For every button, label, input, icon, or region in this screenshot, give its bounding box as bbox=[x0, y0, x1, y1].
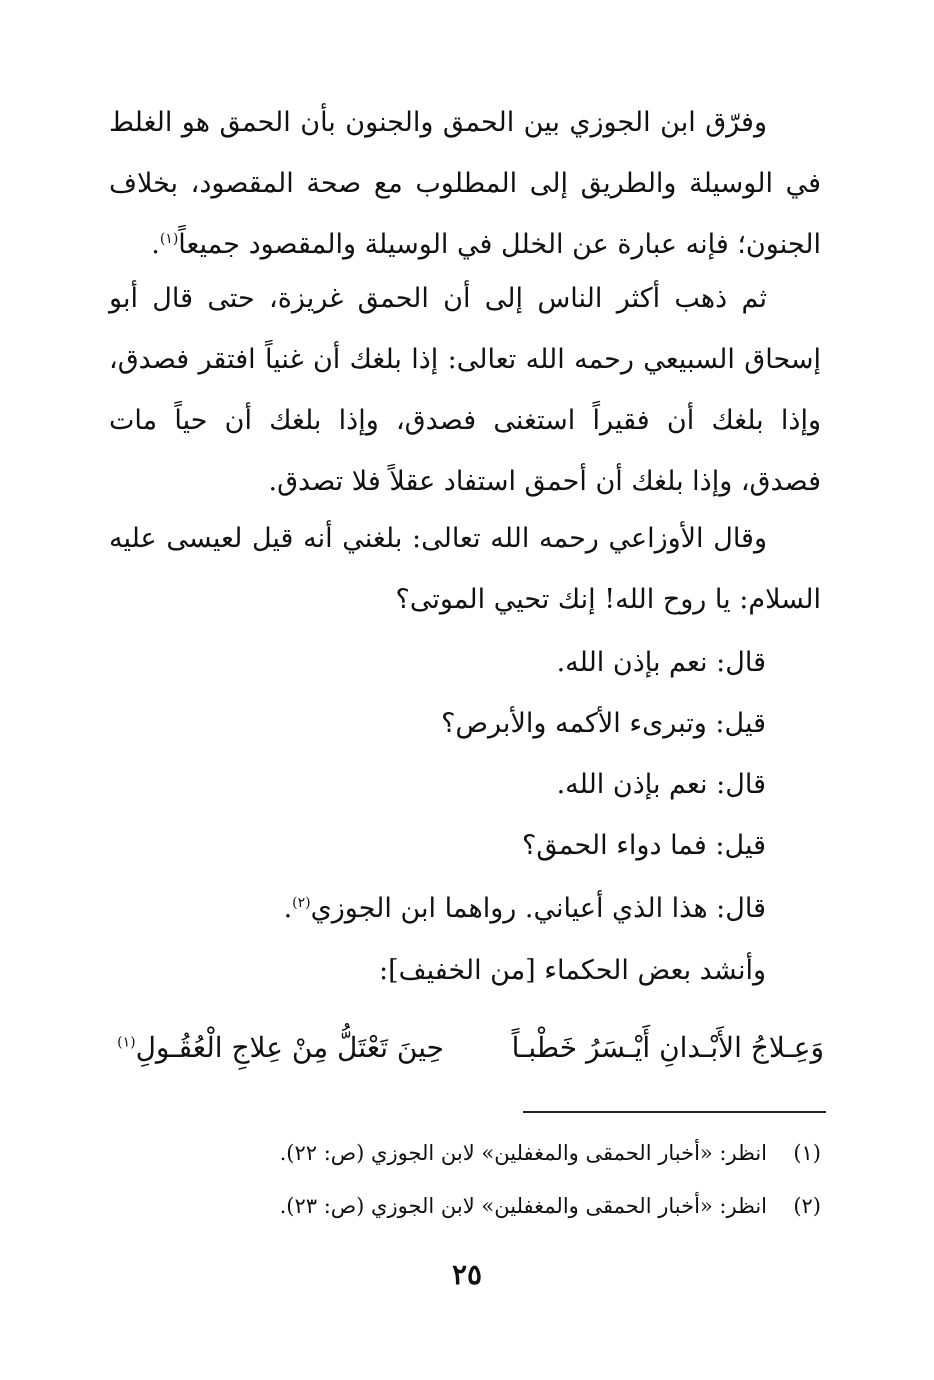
dialogue-line: قيل: وتبرىء الأكمه والأبرص؟ bbox=[441, 708, 766, 739]
footnote-ref-verse: (١) bbox=[117, 1034, 136, 1051]
footnote-2 bbox=[109, 1191, 821, 1221]
verse-second-hemistich bbox=[117, 1018, 444, 1078]
paragraph-3-text: وقال الأوزاعي رحمه الله تعالى: بلغني أنه قيل لعيسى عليه السلام: يا روح الله! إنك تحيي الموتى؟ bbox=[109, 523, 821, 615]
footnote-1 bbox=[109, 1138, 821, 1168]
verse-first-hemistich: وَعِـلاجُ الأَبْـدانِ أَيْـسَرُ خَطْبـاً bbox=[511, 1031, 824, 1064]
dialogue-line: قال: نعم بإذن الله. bbox=[556, 769, 766, 800]
verse-second-text: حِينَ تَعْتَلُّ مِنْ عِلاجِ الْعُقُـولِ bbox=[135, 1031, 444, 1064]
dialogue-last-end: . bbox=[283, 893, 293, 924]
footnote-1-number: (١) bbox=[793, 1141, 821, 1165]
paragraph-3 bbox=[109, 508, 821, 630]
paragraph-2 bbox=[109, 268, 821, 512]
footnote-2-number: (٢) bbox=[793, 1194, 821, 1218]
poem-intro: وأنشد بعض الحكماء [من الخفيف]: bbox=[379, 955, 766, 986]
paragraph-1 bbox=[109, 92, 821, 275]
page-number: ٢٥ bbox=[451, 1258, 483, 1291]
paragraph-1-end: . bbox=[151, 229, 160, 260]
paragraph-2-text: ثم ذهب أكثر الناس إلى أن الحمق غريزة، حتى قال أبو إسحاق السبيعي رحمه الله تعالى: إذا بلغك أن غنياً افتقر فصدق، وإذا بلغك أن فقيراً استغنى فصدق، وإذا بلغك أن حياً مات فصدق، وإذا بلغك أن أحمق استفاد عقلاً فلا تصدق. bbox=[109, 283, 821, 497]
footnote-1-text: انظر: «أخبار الحمقى والمغفلين» لابن الجوزي (ص: ٢٢). bbox=[279, 1141, 767, 1165]
footnote-2-text: انظر: «أخبار الحمقى والمغفلين» لابن الجوزي (ص: ٢٣). bbox=[279, 1194, 767, 1218]
dialogue-last-text: قال: هذا الذي أعياني. رواهما ابن الجوزي bbox=[310, 893, 766, 924]
dialogue-line-last bbox=[110, 878, 766, 939]
footnote-ref-2: (٢) bbox=[292, 895, 311, 911]
dialogue-line: قيل: فما دواء الحمق؟ bbox=[522, 830, 766, 861]
dialogue-line: قال: نعم بإذن الله. bbox=[556, 647, 766, 678]
paragraph-1-text: وفرّق ابن الجوزي بين الحمق والجنون بأن الحمق هو الغلط في الوسيلة والطريق إلى المطلوب مع صحة المقصود، بخلاف الجنون؛ فإنه عبارة عن الخلل في الوسيلة والمقصود جميعاً bbox=[109, 107, 821, 260]
footnote-separator bbox=[523, 1111, 826, 1113]
footnote-ref-1: (١) bbox=[159, 231, 179, 247]
